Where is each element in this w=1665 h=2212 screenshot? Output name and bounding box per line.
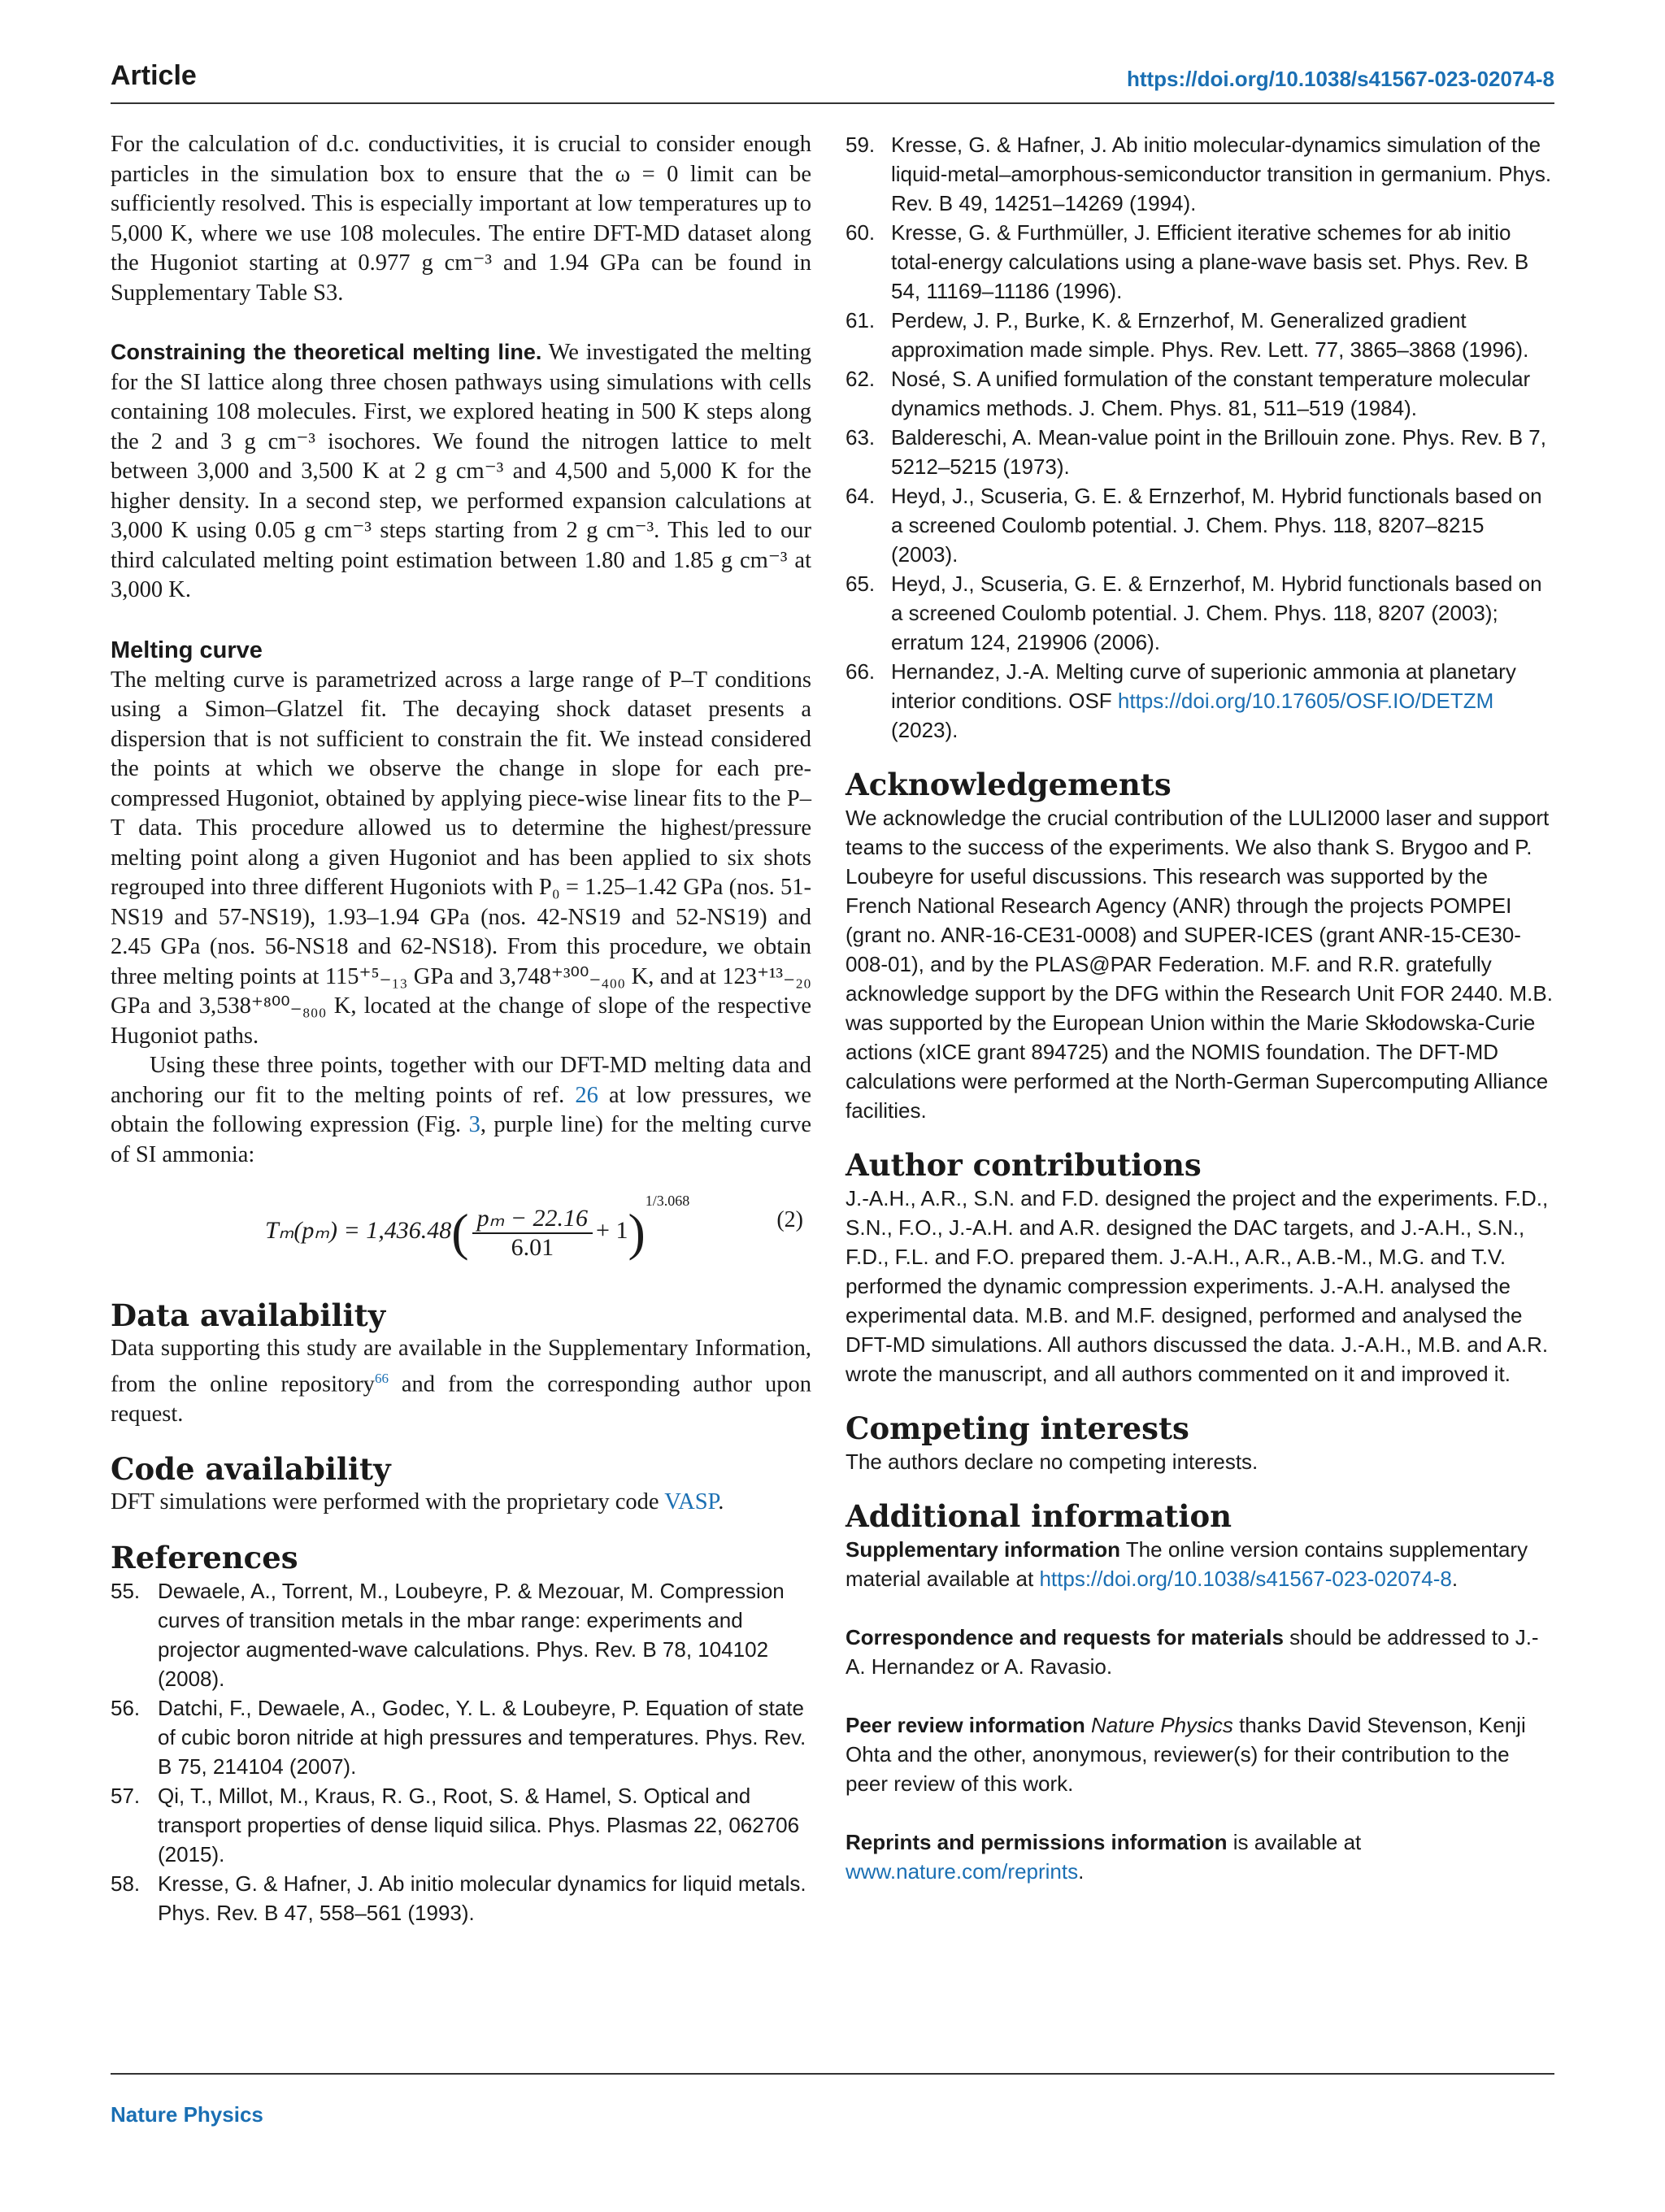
equation-number: (2): [776, 1207, 803, 1232]
reprints-link[interactable]: www.nature.com/reprints: [846, 1859, 1079, 1884]
doi-link[interactable]: https://doi.org/10.1038/s41567-023-02074-8: [1126, 67, 1554, 91]
melting-formula: Tₘ(pₘ) = 1,436.48( $\frac{\text{pₘ − 22.16}}{6.01}$ + 1)$^{1/3.068}$: [265, 1193, 690, 1262]
reference-item: 62. Nosé, S. A unified formulation of the constant temperature molecular dynamics methods. J. Chem. Phys. 81, 511–519 (1984).: [846, 367, 1531, 420]
code-availability-title: Code availability: [111, 1451, 391, 1487]
paragraph-melting-2: Using these three points, together with our DFT-MD melting data and anchoring our fit to the melting points of ref. 26 at low pressures, we obtain the following expression (Fig. 3, purple line) for the melting curve of SI ammonia:: [111, 1053, 811, 1167]
author-contributions-text: J.-A.H., A.R., S.N. and F.D. designed the project and the experiments. F.D., S.N., F.O., J.-A.H. and A.R. designed the DAC targets, and J.-A.H., S.N., F.D., F.L. and F.O. prepared them. J.-A.H., A.R., A.B.-M., M.G. and T.V. performed the dynamic compression experiments. J.-A.H. analysed the experimental data. M.B. and M.F. designed, performed and analysed the DFT-MD simulations. All authors discussed the data. J.-A.H., M.B. and A.R. wrote the manuscript, and all authors commented on it and improved it.: [846, 1186, 1549, 1386]
osf-link[interactable]: https://doi.org/10.17605/OSF.IO/DETZM: [1117, 689, 1494, 713]
fig-3-link[interactable]: 3: [468, 1112, 480, 1137]
paragraph-conductivities: For the calculation of d.c. conductivities, it is crucial to consider enough particles in the simulation box to ensure that the ω = 0 limit can be sufficiently resolved. This is especially important at low temperatures up to 5,000 K, where we use 108 molecules. The entire DFT-MD dataset along the Hugoniot starting at 0.977 g cm⁻³ and 1.94 GPa can be found in Supplementary Table S3.: [111, 132, 811, 306]
data-availability-title: Data availability: [111, 1297, 386, 1333]
peer-review-text: Peer review information Nature Physics thanks David Stevenson, Kenji Ohta and the other, anonymous, reviewer(s) for their contribution to the peer review of this work.: [846, 1713, 1526, 1796]
references-title: References: [111, 1539, 298, 1575]
page-footer: [111, 2073, 1554, 2127]
references-list-left: [111, 1576, 811, 1927]
reference-item: 56. Datchi, F., Dewaele, A., Godec, Y. L. & Loubeyre, P. Equation of state of cubic boron nitride at high pressures and temperatures. Phys. Rev. B 75, 214104 (2007).: [111, 1695, 806, 1779]
page-header: [111, 59, 1554, 104]
reference-item: 60. Kresse, G. & Furthmüller, J. Efficient iterative schemes for ab initio total-energy calculations using a plane-wave basis set. Phys. Rev. B 54, 11169–11186 (1996).: [846, 220, 1529, 303]
references-list-right: [846, 130, 1554, 745]
right-column: [846, 130, 1554, 1886]
reference-item: 64. Heyd, J., Scuseria, G. E. & Ernzerhof, M. Hybrid functionals based on a screened Coulomb potential. J. Chem. Phys. 118, 8207–8215 (2003).: [846, 484, 1542, 567]
reference-item: 63. Baldereschi, A. Mean-value point in the Brillouin zone. Phys. Rev. B 7, 5212–5215 (1973).: [846, 425, 1546, 479]
paragraph-melting-1: The melting curve is parametrized across a large range of P–T conditions using a Simon–Glatzel fit. The decaying shock dataset presents a dispersion that is not sufficient to constrain the fit. We instead considered the points at which we observe the change in slope for each pre-compressed Hugoniot, obtained by applying piece-wise linear fits to the P–T data. This procedure allowed us to determine the highest/pressure melting point along a given Hugoniot and has been applied to six shots regrouped into three different Hugoniots with P₀ = 1.25–1.42 GPa (nos. 51-NS19 and 57-NS19), 1.93–1.94 GPa (nos. 42-NS19 and 52-NS19) and 2.45 GPa (nos. 56-NS18 and 62-NS18). From this procedure, we obtain three melting points at 115⁺⁵₋₁₃ GPa and 3,748⁺³⁰⁰₋₄₀₀ K, and at 123⁺¹³₋₂₀ GPa and 3,538⁺⁸⁰⁰₋₈₀₀ K, located at the change of slope of the respective Hugoniot paths.: [111, 667, 811, 1049]
acknowledgements-text: We acknowledge the crucial contribution of the LULI2000 laser and support teams to the success of the experiments. We also thank S. Brygoo and P. Loubeyre for useful discussions. This research was supported by the French National Research Agency (ANR) through the projects POMPEI (grant no. ANR-16-CE31-0008) and SUPER-ICES (grant ANR-15-CE30-008-01), and by the PLAS@PAR Federation. M.F. and R.R. gratefully acknowledge support by the DFG within the Research Unit FOR 2440. M.B. was supported by the European Union within the Marie Skłodowska-Curie actions (xICE grant 894725) and the NOMIS foundation. The DFT-MD calculations were performed at the North-German Supercomputing Alliance facilities.: [846, 806, 1553, 1123]
data-availability-text: Data supporting this study are available in the Supplementary Information, from the online repository$^{66}$ and from the corresponding author upon request.: [111, 1336, 811, 1427]
reference-item: 57. Qi, T., Millot, M., Kraus, R. G., Root, S. & Hamel, S. Optical and transport properties of dense liquid silica. Phys. Plasmas 22, 062706 (2015).: [111, 1783, 800, 1867]
reference-item: 65. Heyd, J., Scuseria, G. E. & Ernzerhof, M. Hybrid functionals based on a screened Coulomb potential. J. Chem. Phys. 118, 8207 (2003); erratum 124, 219906 (2006).: [846, 571, 1542, 654]
competing-interests-text: The authors declare no competing interests.: [846, 1449, 1259, 1474]
author-contributions-title: Author contributions: [846, 1147, 1202, 1183]
supplementary-info-text: Supplementary information The online version contains supplementary material available at https://doi.org/10.1038/s41567-023-02074-8.: [846, 1537, 1528, 1591]
reprints-text: Reprints and permissions information is available at www.nature.com/reprints.: [846, 1830, 1362, 1884]
left-column: [111, 130, 811, 1927]
code-availability-text: DFT simulations were performed with the proprietary code VASP.: [111, 1489, 724, 1515]
reference-item: 61. Perdew, J. P., Burke, K. & Ernzerhof, M. Generalized gradient approximation made simple. Phys. Rev. Lett. 77, 3865–3868 (1996).: [846, 308, 1529, 362]
supplementary-link[interactable]: https://doi.org/10.1038/s41567-023-02074-8: [1039, 1567, 1452, 1591]
correspondence-text: Correspondence and requests for materials should be addressed to J.-A. Hernandez or A. Ravasio.: [846, 1625, 1539, 1679]
journal-name: Nature Physics: [111, 2102, 263, 2127]
melting-curve-heading: Melting curve: [111, 637, 263, 663]
reference-item: 58. Kresse, G. & Hafner, J. Ab initio molecular dynamics for liquid metals. Phys. Rev. B 47, 558–561 (1993).: [111, 1871, 806, 1925]
vasp-link[interactable]: VASP: [664, 1489, 719, 1515]
ref-66-link[interactable]: 66: [374, 1370, 389, 1386]
reference-item: 59. Kresse, G. & Hafner, J. Ab initio molecular-dynamics simulation of the liquid-metal–amorphous-semiconductor transition in germanium. Phys. Rev. B 49, 14251–14269 (1994).: [846, 133, 1552, 215]
paragraph-constraining: [111, 337, 811, 606]
competing-interests-title: Competing interests: [846, 1410, 1189, 1446]
equation-2: [111, 1178, 811, 1267]
constraining-heading: Constraining the theoretical melting line.: [111, 340, 542, 364]
constraining-text: We investigated the melting for the SI lattice along three chosen pathways using simulations with cells containing 108 molecules. First, we explored heating in 500 K steps along the 2 and 3 g cm⁻³ isochores. We found the nitrogen lattice to melt between 3,000 and 3,500 K at 2 g cm⁻³ and 4,500 and 5,000 K for the higher density. In a second step, we performed expansion calculations at 3,000 K using 0.05 g cm⁻³ steps starting from 2 g cm⁻³. This led to our third calculated melting point estimation between 1.80 and 1.85 g cm⁻³ at 3,000 K.: [111, 340, 811, 602]
article-label: Article: [111, 60, 197, 91]
ref-26-link[interactable]: 26: [575, 1082, 598, 1108]
acknowledgements-title: Acknowledgements: [846, 767, 1172, 802]
reference-item: 66. Hernandez, J.-A. Melting curve of superionic ammonia at planetary interior conditions. OSF https://doi.org/10.17605/OSF.IO/DETZM (2023).: [846, 659, 1516, 742]
reference-item: 55. Dewaele, A., Torrent, M., Loubeyre, P. & Mezouar, M. Compression curves of transition metals in the mbar range: experiments and projector augmented-wave calculations. Phys. Rev. B 78, 104102 (2008).: [111, 1578, 785, 1691]
additional-information-title: Additional information: [846, 1498, 1232, 1534]
